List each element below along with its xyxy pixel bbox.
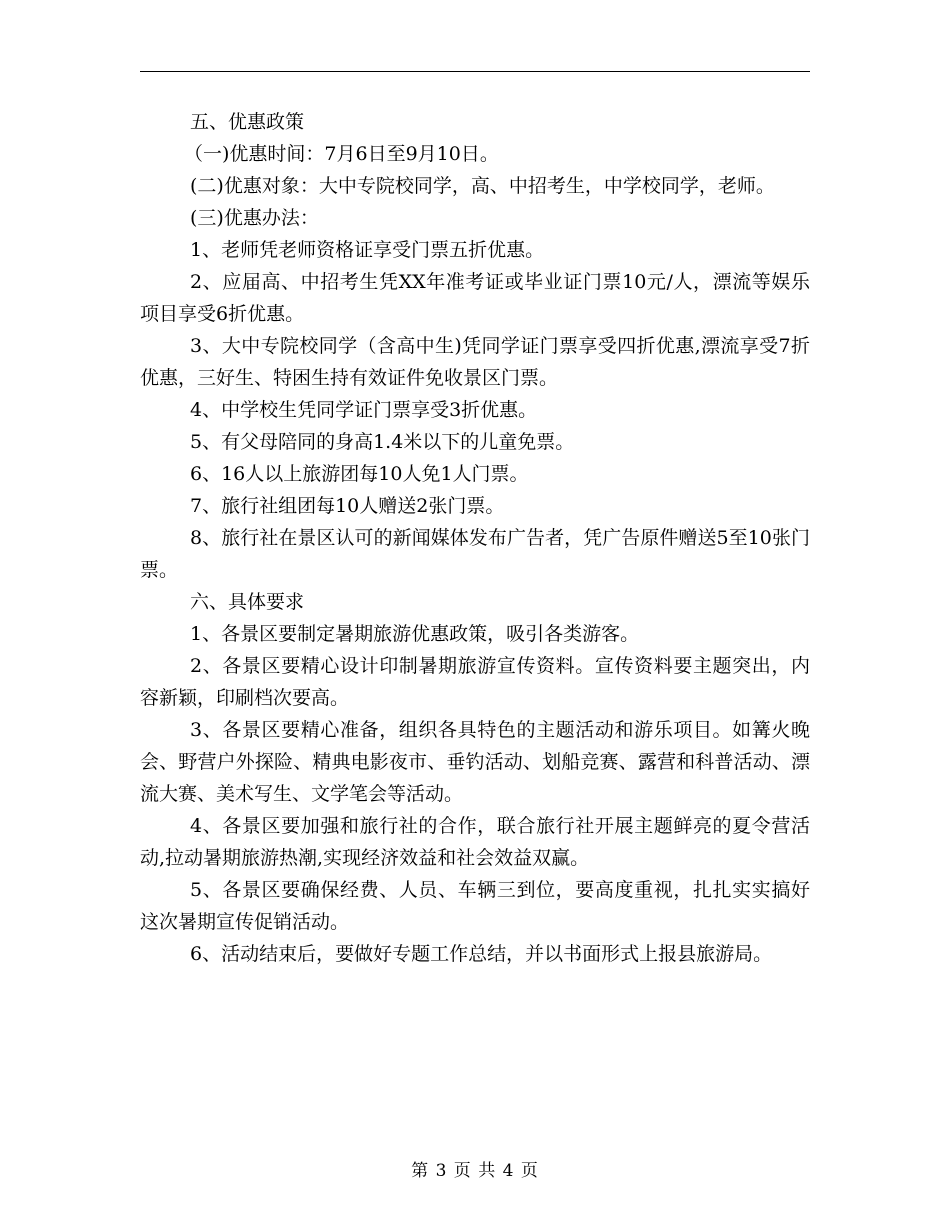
paragraph: （一)优惠时间：7月6日至9月10日。 — [184, 143, 499, 165]
section-heading-5: 五、优惠政策 — [190, 111, 305, 133]
list-item: 4、各景区要加强和旅行社的合作，联合旅行社开展主题鲜亮的夏令营活动,拉动暑期旅游热潮,实现经济效益和社会效益双赢。 — [140, 815, 810, 869]
list-item: 1、老师凭老师资格证享受门票五折优惠。 — [190, 239, 545, 261]
list-item: 3、大中专院校同学（含高中生)凭同学证门票享受四折优惠,漂流享受7折优惠，三好生、特困生持有效证件免收景区门票。 — [140, 335, 810, 389]
list-item: 6、16人以上旅游团每10人免1人门票。 — [190, 463, 529, 485]
page-footer: 第 3 页 共 4 页 — [411, 1161, 539, 1181]
paragraph: (三)优惠办法： — [190, 207, 319, 229]
list-item: 1、各景区要制定暑期旅游优惠政策，吸引各类游客。 — [190, 623, 640, 645]
list-item: 2、各景区要精心设计印制暑期旅游宣传资料。宣传资料要主题突出，内容新颖，印刷档次要高。 — [140, 655, 810, 709]
header-rule — [140, 71, 810, 72]
paragraph: (二)优惠对象：大中专院校同学，高、中招考生，中学校同学，老师。 — [190, 175, 775, 197]
list-item: 6、活动结束后，要做好专题工作总结，并以书面形式上报县旅游局。 — [190, 943, 773, 965]
list-item: 3、各景区要精心准备，组织各具特色的主题活动和游乐项目。如篝火晚会、野营户外探险、精典电影夜市、垂钓活动、划船竞赛、露营和科普活动、漂流大赛、美术写生、文学笔会等活动。 — [140, 719, 810, 805]
list-item: 2、应届高、中招考生凭XX年准考证或毕业证门票10元/人，漂流等娱乐项目享受6折优惠。 — [140, 271, 810, 325]
document-body — [140, 106, 810, 970]
list-item: 5、各景区要确保经费、人员、车辆三到位，要高度重视，扎扎实实搞好这次暑期宣传促销活动。 — [140, 879, 810, 933]
section-heading-6: 六、具体要求 — [190, 591, 305, 613]
list-item: 8、旅行社在景区认可的新闻媒体发布广告者，凭广告原件赠送5至10张门票。 — [140, 527, 810, 581]
list-item: 5、有父母陪同的身高1.4米以下的儿童免票。 — [190, 431, 575, 453]
list-item: 4、中学校生凭同学证门票享受3折优惠。 — [190, 399, 538, 421]
list-item: 7、旅行社组团每10人赠送2张门票。 — [190, 495, 505, 517]
